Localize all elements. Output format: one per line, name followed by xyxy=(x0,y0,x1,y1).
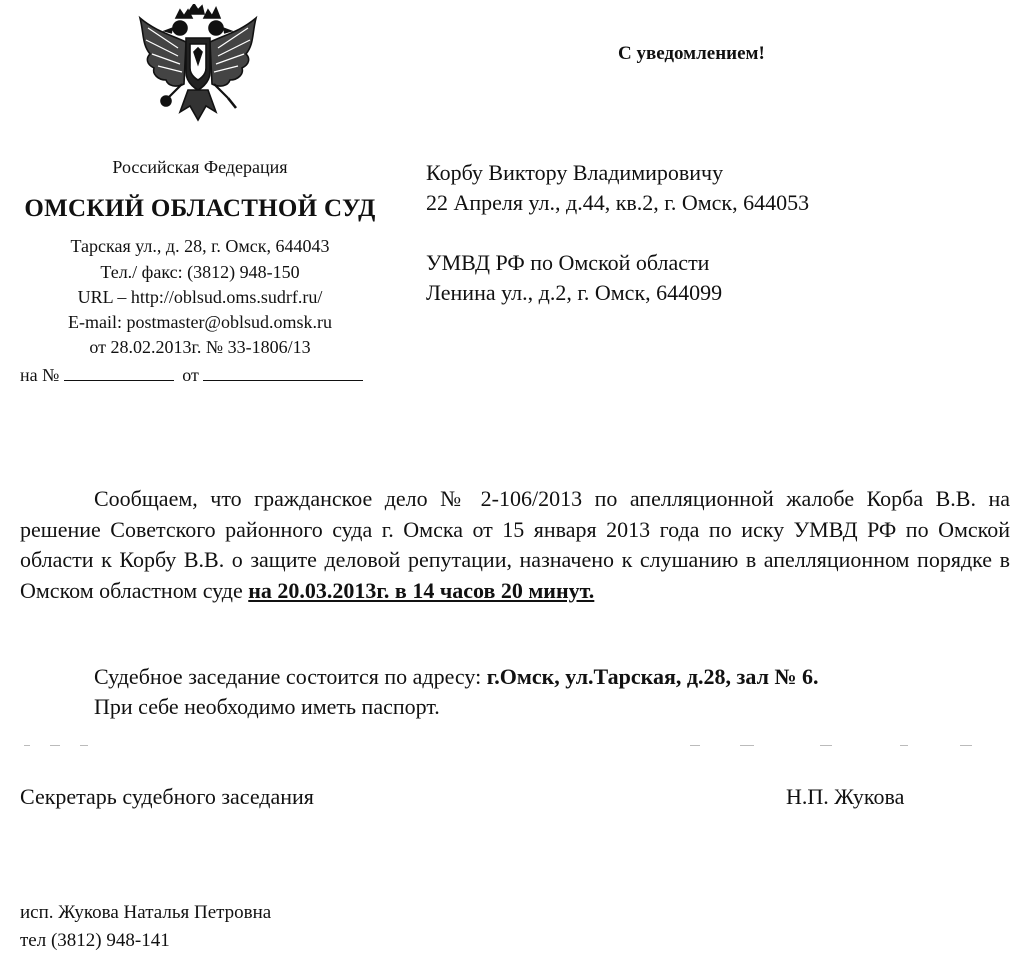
signature-role: Секретарь судебного заседания xyxy=(20,784,314,809)
executor-name: исп. Жукова Наталья Петровна xyxy=(20,902,272,923)
recipient-2-address: Ленина ул., д.2, г. Омск, 644099 xyxy=(426,280,723,305)
coat-of-arms-icon xyxy=(128,4,268,134)
notice-mark: С уведомлением! xyxy=(618,43,765,64)
executor-phone: тел (3812) 948-141 xyxy=(20,930,170,951)
incoming-ref-from-label: от xyxy=(182,365,199,385)
court-phone-fax: Тел./ факс: (3812) 948-150 xyxy=(100,262,300,282)
court-url: URL – http://oblsud.oms.sudrf.ru/ xyxy=(77,287,323,307)
court-email: E-mail: postmaster@oblsud.omsk.ru xyxy=(67,312,333,332)
hearing-address: г.Омск, ул.Тарская, д.28, зал № 6. xyxy=(486,664,819,689)
main-paragraph xyxy=(20,484,1010,606)
signature-name: Н.П. Жукова xyxy=(786,784,905,809)
hearing-address-line xyxy=(94,664,819,690)
hearing-date-time: на 20.03.2013г. в 14 часов 20 минут. xyxy=(248,577,595,603)
incoming-reference-row xyxy=(20,362,363,386)
incoming-ref-label: на № xyxy=(20,365,60,385)
hearing-prefix: Судебное заседание состоится по адресу: xyxy=(94,664,487,689)
outgoing-reference: от 28.02.2013г. № 33-1806/13 xyxy=(89,337,311,357)
main-text: Сообщаем, что гражданское дело № 2-106/2013 по апелляционной жалобе Корба В.В. на решение Советского районного суда г. Омска от 15 января 2013 года по иску УМВД РФ по Омской области к Корбу В.В. о защите деловой репутации, назначено к слушанию в апелляционном порядке в Омском областном суде xyxy=(20,486,1010,603)
incoming-ref-date-blank xyxy=(203,362,363,381)
passport-note: При себе необходимо иметь паспорт. xyxy=(94,694,440,719)
incoming-ref-number-blank xyxy=(64,362,174,381)
court-address: Тарская ул., д. 28, г. Омск, 644043 xyxy=(70,236,330,256)
recipient-1-address: 22 Апреля ул., д.44, кв.2, г. Омск, 644053 xyxy=(426,190,810,215)
scan-specks xyxy=(20,745,1010,747)
court-name: ОМСКИЙ ОБЛАСТНОЙ СУД xyxy=(24,195,376,222)
recipient-2-name: УМВД РФ по Омской области xyxy=(426,250,710,275)
recipient-1-name: Корбу Виктору Владимировичу xyxy=(426,160,724,185)
country-name: Российская Федерация xyxy=(112,157,288,177)
